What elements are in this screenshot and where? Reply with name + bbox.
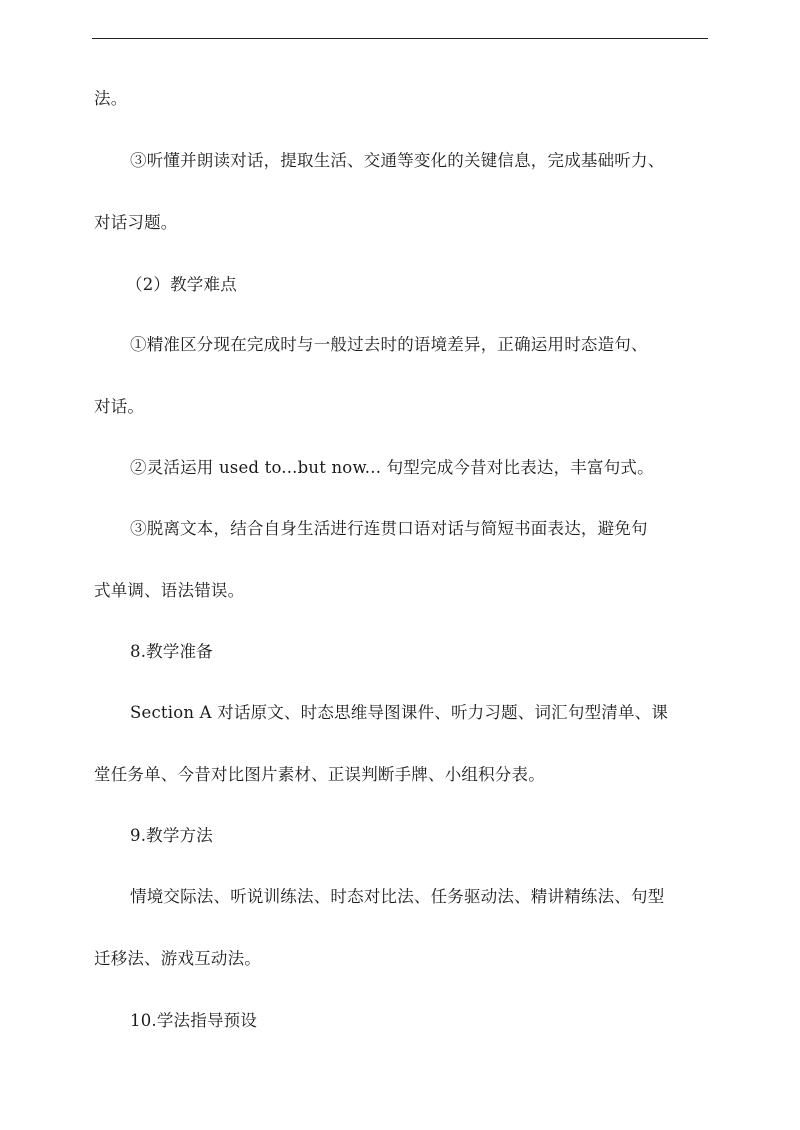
- paragraph-line: 迁移法、游戏互动法。: [94, 949, 261, 968]
- header-rule: [92, 38, 708, 39]
- paragraph-line: ③脱离文本，结合自身生活进行连贯口语对话与简短书面表达，避免句: [130, 519, 648, 538]
- section-heading: （2）教学难点: [126, 275, 237, 294]
- paragraph-line: 堂任务单、今昔对比图片素材、正误判断手牌、小组积分表。: [94, 765, 545, 784]
- paragraph-line: 对话。: [94, 397, 145, 416]
- paragraph-line: 式单调、语法错误。: [94, 581, 245, 600]
- paragraph-line: 法。: [94, 89, 128, 108]
- paragraph-line: Section A 对话原文、时态思维导图课件、听力习题、词汇句型清单、课: [130, 703, 669, 722]
- section-heading: 10.学法指导预设: [130, 1011, 258, 1030]
- paragraph-line: ①精准区分现在完成时与一般过去时的语境差异，正确运用时态造句、: [130, 335, 648, 354]
- paragraph-line: 情境交际法、听说训练法、时态对比法、任务驱动法、精讲精练法、句型: [130, 887, 665, 906]
- paragraph-line: ③听懂并朗读对话，提取生活、交通等变化的关键信息，完成基础听力、: [130, 151, 665, 170]
- section-heading: 8.教学准备: [130, 642, 213, 661]
- paragraph-line: ②灵活运用 used to...but now... 句型完成今昔对比表达，丰富句式。: [130, 458, 654, 477]
- paragraph-line: 对话习题。: [94, 213, 178, 232]
- section-heading: 9.教学方法: [130, 826, 213, 845]
